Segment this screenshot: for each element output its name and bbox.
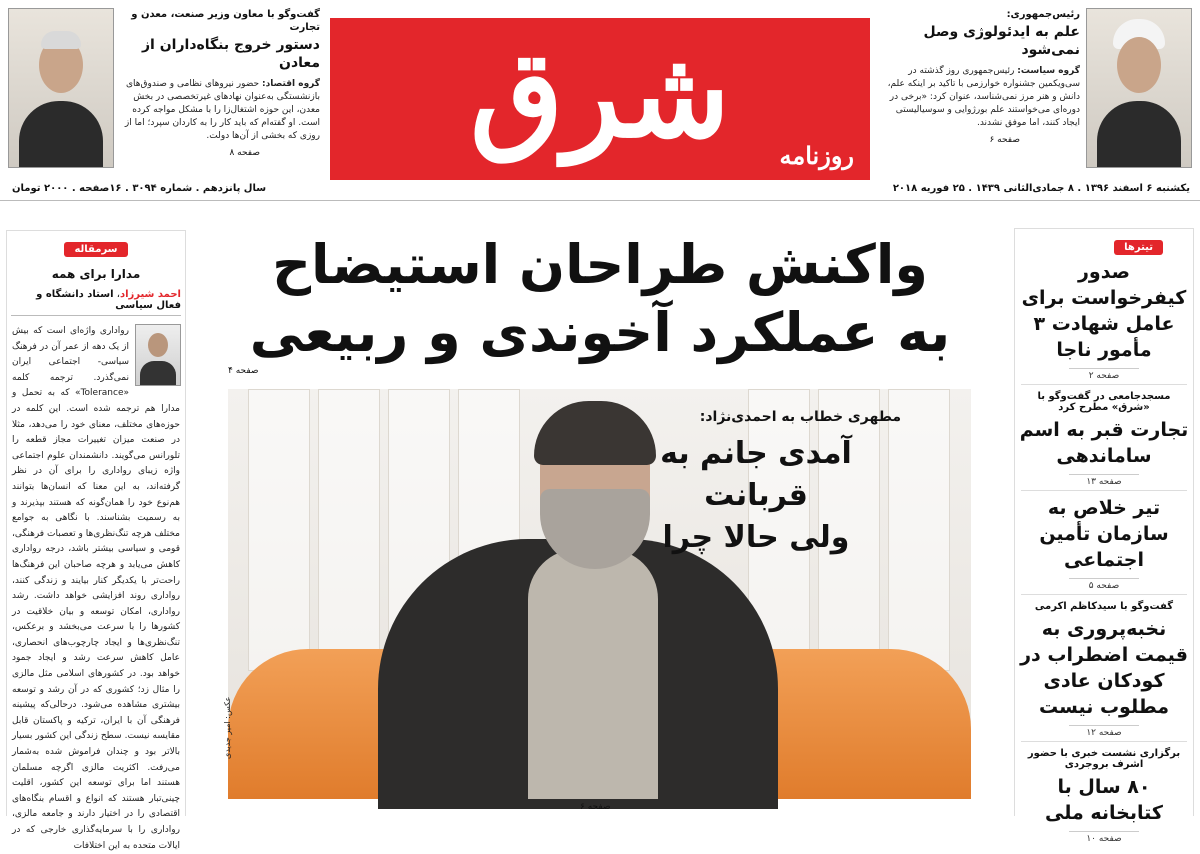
brief-page: صفحه ۵ [1069, 578, 1139, 591]
editorial-author: احمد شیرزاد [119, 289, 181, 300]
ear-left-body-text: حضور نیروهای نظامی و صندوق‌های بازنشستگی به‌عنوان نهادهای غیرتخصصی در بخش معدن، این حوزه اشتغال‌زا را با مشکل مواجه کرده است. او گفته‌ام که باید کار را به کاردان سپرد؛ اما از روزی که بخشی از آن‌ها دولت. [124, 79, 320, 141]
brief-title[interactable]: تجارت قبر به اسم ساماندهی [1019, 419, 1189, 467]
editorial-byline: احمد شیرزاد، استاد دانشگاه و فعال سیاسی [36, 289, 181, 311]
masthead-rule [0, 200, 1200, 201]
brief-page: صفحه ۱۰ [1069, 831, 1139, 844]
brief-title[interactable]: ۸۰ سال با کتابخانه ملی [1045, 776, 1163, 824]
photo-title-line-2[interactable]: ولی حالا چرا [662, 520, 850, 555]
brief-item [1015, 601, 1193, 742]
editorial-role: استاد دانشگاه و فعال سیاسی [36, 289, 181, 311]
ear-left-text [120, 8, 320, 160]
brief-item [1015, 748, 1193, 845]
ear-right-kicker: رئیس‌جمهوری: [1006, 9, 1080, 20]
ear-left-body [120, 78, 320, 143]
ear-right-body [876, 65, 1080, 130]
editorial-tag: سرمقاله [64, 242, 127, 257]
briefs-tag: تیترها [1114, 240, 1163, 255]
dateline-left: سال پانزدهم . شماره ۳۰۹۴ . ۱۶صفحه . ۲۰۰۰ تومان [12, 183, 267, 194]
photo-title-line-1[interactable]: آمدی جانم به قربانت [660, 436, 852, 513]
ear-right-group: گروه سیاست: [1017, 66, 1080, 76]
editorial-column [6, 230, 186, 851]
brief-title[interactable]: تیر خلاص به سازمان تأمین اجتماعی [1039, 497, 1169, 571]
ear-right-text [876, 8, 1080, 147]
main-photo [223, 389, 971, 799]
brief-title[interactable]: صدور کیفرخواست برای عامل شهادت ۳ مأمور ناجا [1021, 261, 1187, 361]
brief-item [1015, 495, 1193, 595]
main-story-page: صفحه ۴ [228, 366, 259, 376]
editorial-body: رواداری واژه‌ای است که بیش از یک دهه از عمر آن در فرهنگ سیاسی- اجتماعی ایران نمی‌گذرد. ترجمه کلمه «Tolerance» که به تحمل و مدارا هم ترجمه شده است. این کلمه در حوزه‌های مختلف، معنای خود را می‌دهد، مثلا در صنعت میزان تغییرات مجاز قطعه را تلورانس می‌گویند. دانشمندان علوم اجتماعی واژه زیبای رواداری را برای آن در نظر گرفته‌اند، به این معنا که انسان‌ها بتوانند هم‌نوع خود را همان‌گونه که هستند بپذیرند و به رسمیت بشناسند. با نگاهی به جوامع مختلف هرچه تنگ‌نظری‌ها و تعصبات فرهنگی، قومی و سیاسی بیشتر باشد، درجه رواداری کاهش می‌یابد و هرچه صاحبان این فرهنگ‌ها راحت‌تر با یکدیگر کنار بیایند و زندگی کنند، رواداری روند افزایشی خواهد داشت. رشد رواداری، امکان توسعه و بیان خلاقیت در کشورها را با سرعت می‌بخشد و برعکس، تنگ‌نظری‌ها و ایجاد چارچوب‌های انحصاری، عامل کاهش سرعت رشد و ایجاد جمود خواهد بود. در کشورهای اسلامی مثل مالزی را مثال زد؛ کشوری که در آن رشد و توسعه بیشتری مشاهده می‌شود. درحالی‌که پیشینه فرهنگی آن با ایران، ترکیه و پاکستان قابل مقایسه نیست. سطح زندگی این کشور بسیار بالاتر بود و چندان فراموش شده به‌شمار می‌رفت. اکثریت مالزی اگرچه مسلمان هستند اما برای توسعه این کشور، اقلیت چینی‌تبار هستند که انواع و اقسام بنگاه‌های اقتصادی را در اختیار دارند و جامعه مالزی، رواداری را با سرمایه‌گذاری خارجی که در ایالات متحده به این اختلافات [12, 326, 180, 851]
masthead-logo [330, 18, 870, 180]
brief-kicker: گفت‌وگو با سیدکاظم اکرمی [1034, 601, 1174, 612]
ear-right-body-text: رئیس‌جمهوری روز گذشته در سی‌ویکمین جشنواره خوارزمی با تاکید بر اینکه علم، دانش و هنر مرز نمی‌شناسد، عنوان کرد: «برخی در دوره‌ای می‌خواستند علم بورژوایی و سوسیالیستی ایجاد کنند، اما موفق نشدند. [887, 66, 1080, 128]
photo-kicker: مطهری خطاب به احمدی‌نژاد: [699, 409, 901, 425]
brief-page: صفحه ۱۲ [1069, 725, 1139, 738]
dateline-right: یکشنبه ۶ اسفند ۱۳۹۶ . ۸ جمادی‌الثانی ۱۴۳۹ . ۲۵ فوریه ۲۰۱۸ [892, 183, 1190, 194]
ear-left-group: گروه اقتصاد: [262, 79, 320, 89]
ear-right [876, 8, 1192, 176]
brief-kicker: برگزاری نشست خبری با حضور اشرف بروجردی [1027, 748, 1181, 770]
brief-page: صفحه ۱۳ [1069, 474, 1139, 487]
ear-left-title[interactable]: دستور خروج بنگاه‌داران از معادن [141, 37, 320, 71]
ear-left [8, 8, 324, 176]
editorial-divider [11, 315, 181, 316]
main-headline-line-2[interactable]: به عملکرد آخوندی و ربیعی [249, 301, 951, 364]
editorial-title[interactable]: مدارا برای همه [51, 267, 141, 281]
brief-kicker: مسجدجامعی در گفت‌وگو با «شرق» مطرح کرد [1037, 391, 1171, 413]
photo-overlay [611, 409, 901, 559]
ear-left-page: صفحه ۸ [229, 148, 260, 158]
logo-main: شرق [470, 24, 730, 165]
photo-credit: عکس: امیر جدیدی [223, 696, 232, 759]
brief-title[interactable]: نخبه‌پروری به قیمت اضطراب در کودکان عادی مطلوب نیست [1020, 618, 1188, 718]
briefs-column [1014, 228, 1194, 844]
main-headline-line-1[interactable]: واکنش طراحان استیضاح [272, 233, 928, 296]
ear-right-page: صفحه ۶ [989, 135, 1020, 145]
ear-left-portrait [8, 8, 114, 168]
brief-item [1015, 391, 1193, 491]
brief-item [1015, 259, 1193, 385]
ear-right-portrait [1086, 8, 1192, 168]
brief-page: صفحه ۲ [1069, 368, 1139, 381]
ear-left-kicker: گفت‌وگو با معاون وزیر صنعت، معدن و تجارت [131, 9, 320, 33]
logo-sub: روزنامه [779, 141, 854, 170]
ear-right-title[interactable]: علم به ایدئولوژی وصل نمی‌شود [923, 24, 1080, 58]
editorial-author-photo [135, 324, 181, 386]
photo-page: صفحه ۶ [580, 802, 611, 812]
